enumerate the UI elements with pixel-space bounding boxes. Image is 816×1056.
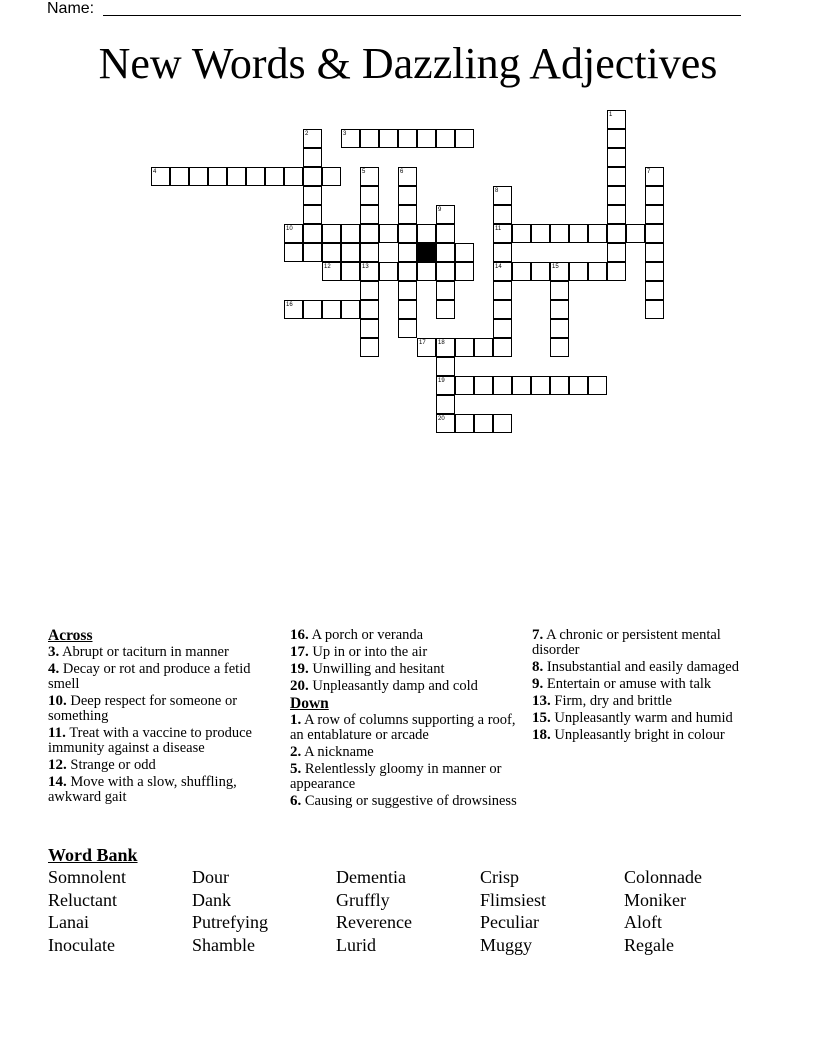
clue-number: 10 — [286, 226, 293, 232]
crossword-cell[interactable] — [607, 243, 626, 262]
across-clue: 16. A porch or veranda — [290, 627, 424, 643]
crossword-cell[interactable] — [607, 167, 626, 186]
crossword-cell[interactable] — [569, 262, 588, 281]
word-bank-column — [480, 866, 546, 957]
crossword-cell[interactable] — [569, 376, 588, 395]
crossword-cell[interactable] — [455, 338, 474, 357]
crossword-cell[interactable] — [436, 129, 455, 148]
across-clue: 14. Move with a slow, shuffling, awkward gait — [48, 774, 237, 805]
crossword-cell[interactable] — [170, 167, 189, 186]
clue-number: 14 — [495, 264, 502, 270]
crossword-cell[interactable] — [493, 319, 512, 338]
crossword-cell[interactable] — [436, 300, 455, 319]
crossword-cell[interactable] — [607, 262, 626, 281]
crossword-cell[interactable] — [436, 243, 455, 262]
word-bank-word: Inoculate — [48, 935, 115, 956]
crossword-cell[interactable] — [360, 205, 379, 224]
down-clue: 2. A nickname — [290, 744, 374, 760]
crossword-cell[interactable] — [607, 224, 626, 243]
crossword-cell[interactable] — [322, 300, 341, 319]
crossword-cell[interactable] — [341, 243, 360, 262]
crossword-cell[interactable] — [303, 148, 322, 167]
crossword-cell[interactable] — [360, 338, 379, 357]
clue-number: 11 — [495, 226, 502, 232]
crossword-cell[interactable] — [550, 281, 569, 300]
crossword-cell[interactable] — [417, 262, 436, 281]
crossword-cell[interactable] — [493, 376, 512, 395]
crossword-cell[interactable] — [379, 129, 398, 148]
crossword-cell[interactable] — [379, 224, 398, 243]
word-bank-word: Reverence — [336, 912, 412, 933]
word-bank-word: Dementia — [336, 867, 406, 887]
down-clue: 18. Unpleasantly bright in colour — [532, 727, 725, 743]
crossword-cell[interactable] — [417, 224, 436, 243]
crossword-cell[interactable] — [436, 357, 455, 376]
crossword-cell[interactable] — [379, 262, 398, 281]
crossword-cell[interactable] — [550, 338, 569, 357]
name-label: Name: — [47, 0, 95, 17]
crossword-cell[interactable] — [645, 205, 664, 224]
crossword-cell[interactable] — [360, 319, 379, 338]
word-bank-column — [624, 866, 702, 957]
down-clue: 5. Relentlessly gloomy in manner or appearance — [290, 761, 502, 792]
clue-number: 13 — [362, 264, 369, 270]
crossword-cell[interactable] — [626, 224, 645, 243]
word-bank-word: Lurid — [336, 935, 376, 956]
crossword-cell[interactable] — [607, 186, 626, 205]
crossword-cell[interactable] — [360, 243, 379, 262]
crossword-cell[interactable] — [569, 224, 588, 243]
crossword-cell[interactable] — [493, 414, 512, 433]
word-bank-word: Dank — [192, 889, 231, 910]
word-bank-word: Dour — [192, 867, 229, 887]
crossword-cell[interactable] — [531, 262, 550, 281]
crossword-cell[interactable] — [645, 224, 664, 243]
crossword-cell[interactable] — [436, 281, 455, 300]
word-bank-word: Putrefying — [192, 912, 268, 933]
word-bank-word: Lanai — [48, 912, 89, 933]
clue-number: 7 — [647, 169, 651, 175]
word-bank-word: Gruffly — [336, 889, 390, 910]
down-clue: 6. Causing or suggestive of drowsiness — [290, 793, 517, 809]
crossword-cell[interactable] — [398, 262, 417, 281]
crossword-cell[interactable] — [550, 376, 569, 395]
crossword-cell[interactable] — [436, 395, 455, 414]
across-heading: Across — [48, 627, 93, 644]
crossword-cell[interactable] — [645, 300, 664, 319]
crossword-cell[interactable] — [474, 376, 493, 395]
crossword-cell[interactable] — [588, 376, 607, 395]
page-title: New Words & Dazzling Adjectives — [98, 39, 718, 88]
crossword-cell[interactable] — [531, 376, 550, 395]
crossword-cell[interactable] — [398, 319, 417, 338]
clue-number: 3 — [343, 131, 347, 137]
crossword-cell[interactable] — [550, 224, 569, 243]
clue-number: 5 — [362, 169, 366, 175]
down-clue: 7. A chronic or persistent mental disorder — [532, 627, 721, 658]
crossword-cell[interactable] — [303, 224, 322, 243]
word-bank-word: Reluctant — [48, 889, 117, 910]
clue-number: 19 — [438, 378, 445, 384]
word-bank-word: Colonnade — [624, 867, 702, 887]
clue-number: 16 — [286, 302, 293, 308]
crossword-cell[interactable] — [284, 167, 303, 186]
across-clue: 19. Unwilling and hesitant — [290, 661, 445, 677]
down-clue: 8. Insubstantial and easily damaged — [532, 659, 739, 675]
crossword-cell[interactable] — [360, 129, 379, 148]
clue-number: 4 — [153, 169, 157, 175]
word-bank-word: Peculiar — [480, 912, 539, 933]
word-bank-word: Muggy — [480, 935, 533, 956]
crossword-cell[interactable] — [474, 338, 493, 357]
crossword-cell[interactable] — [512, 224, 531, 243]
across-clue: 11. Treat with a vaccine to produce immunity against a disease — [48, 725, 252, 756]
crossword-cell[interactable] — [607, 129, 626, 148]
crossword-cell[interactable] — [607, 205, 626, 224]
across-clue: 4. Decay or rot and produce a fetid smell — [48, 661, 251, 692]
crossword-cell[interactable] — [512, 376, 531, 395]
crossword-cell[interactable] — [607, 148, 626, 167]
clue-number: 1 — [609, 112, 613, 118]
crossword-cell[interactable] — [303, 243, 322, 262]
word-bank-heading: Word Bank — [48, 845, 138, 865]
crossword-cell[interactable] — [284, 243, 303, 262]
crossword-cell[interactable] — [550, 319, 569, 338]
crossword-cell[interactable] — [360, 300, 379, 319]
crossword-cell[interactable] — [455, 243, 474, 262]
crossword-cell[interactable] — [493, 281, 512, 300]
crossword-cell[interactable] — [550, 300, 569, 319]
crossword-cell[interactable] — [455, 414, 474, 433]
down-clue: 1. A row of columns supporting a roof, an entablature or arcade — [290, 712, 516, 743]
crossword-cell[interactable] — [341, 300, 360, 319]
word-bank-column — [336, 866, 412, 957]
crossword-cell[interactable] — [322, 224, 341, 243]
crossword-cell[interactable] — [588, 224, 607, 243]
clue-number: 2 — [305, 131, 309, 137]
crossword-cell[interactable] — [398, 281, 417, 300]
crossword-cell[interactable] — [645, 186, 664, 205]
crossword-cell[interactable] — [645, 262, 664, 281]
word-bank-word: Flimsiest — [480, 889, 547, 910]
crossword-cell[interactable] — [398, 300, 417, 319]
word-bank-word: Crisp — [480, 867, 520, 887]
clues-column-3 — [532, 628, 764, 745]
word-bank-word: Aloft — [624, 912, 662, 933]
crossword-cell[interactable] — [360, 281, 379, 300]
crossword-cell[interactable] — [493, 243, 512, 262]
crossword-cell[interactable] — [417, 129, 436, 148]
crossword-cell[interactable] — [455, 129, 474, 148]
crossword-cell[interactable] — [455, 262, 474, 281]
clue-number: 20 — [438, 416, 445, 422]
crossword-cell[interactable] — [398, 129, 417, 148]
word-bank-word: Shamble — [192, 935, 255, 956]
down-clue: 9. Entertain or amuse with talk — [532, 676, 712, 692]
clue-number: 15 — [552, 264, 559, 270]
crossword-grid — [0, 0, 816, 460]
clue-number: 17 — [419, 340, 426, 346]
crossword-cell[interactable] — [645, 281, 664, 300]
crossword-cell[interactable] — [246, 167, 265, 186]
crossword-cell[interactable] — [303, 167, 322, 186]
crossword-cell[interactable] — [303, 186, 322, 205]
crossword-cell[interactable] — [512, 262, 531, 281]
crossword-cell[interactable] — [341, 224, 360, 243]
crossword-cell[interactable] — [265, 167, 284, 186]
clue-number: 6 — [400, 169, 404, 175]
crossword-cell[interactable] — [189, 167, 208, 186]
crossword-cell[interactable] — [588, 262, 607, 281]
crossword-cell[interactable] — [531, 224, 550, 243]
crossword-cell[interactable] — [303, 205, 322, 224]
crossword-cell[interactable] — [455, 376, 474, 395]
crossword-cell[interactable] — [322, 243, 341, 262]
clue-number: 8 — [495, 188, 499, 194]
crossword-cell[interactable] — [208, 167, 227, 186]
crossword-cell[interactable] — [341, 262, 360, 281]
clue-number: 9 — [438, 207, 442, 213]
word-bank-column — [192, 866, 268, 957]
clues-column-1 — [48, 628, 276, 807]
crossword-cell[interactable] — [398, 205, 417, 224]
crossword-cell[interactable] — [360, 186, 379, 205]
clue-number: 12 — [324, 264, 331, 270]
word-bank-word: Somnolent — [48, 867, 127, 887]
word-bank-column — [48, 866, 126, 957]
crossword-cell[interactable] — [303, 300, 322, 319]
clue-number: 18 — [438, 340, 445, 346]
crossword-cell[interactable] — [645, 243, 664, 262]
crossword-block-cell — [417, 243, 436, 262]
word-bank-word: Moniker — [624, 889, 686, 910]
crossword-cell[interactable] — [360, 224, 379, 243]
clues-column-2 — [290, 628, 518, 811]
word-bank-word: Regale — [624, 935, 674, 956]
down-clue: 15. Unpleasantly warm and humid — [532, 710, 733, 726]
crossword-cell[interactable] — [322, 167, 341, 186]
crossword-cell[interactable] — [474, 414, 493, 433]
crossword-cell[interactable] — [493, 338, 512, 357]
crossword-cell[interactable] — [493, 205, 512, 224]
across-clue: 17. Up in or into the air — [290, 644, 428, 660]
crossword-cell[interactable] — [436, 224, 455, 243]
across-clue: 12. Strange or odd — [48, 757, 156, 773]
down-heading: Down — [290, 695, 329, 712]
across-clue: 20. Unpleasantly damp and cold — [290, 678, 478, 694]
crossword-cell[interactable] — [493, 300, 512, 319]
across-clue: 3. Abrupt or taciturn in manner — [48, 644, 229, 660]
down-clue: 13. Firm, dry and brittle — [532, 693, 672, 709]
across-clue: 10. Deep respect for someone or something — [48, 693, 238, 724]
crossword-cell[interactable] — [227, 167, 246, 186]
crossword-cell[interactable] — [398, 186, 417, 205]
crossword-cell[interactable] — [398, 243, 417, 262]
crossword-cell[interactable] — [398, 224, 417, 243]
crossword-cell[interactable] — [436, 262, 455, 281]
